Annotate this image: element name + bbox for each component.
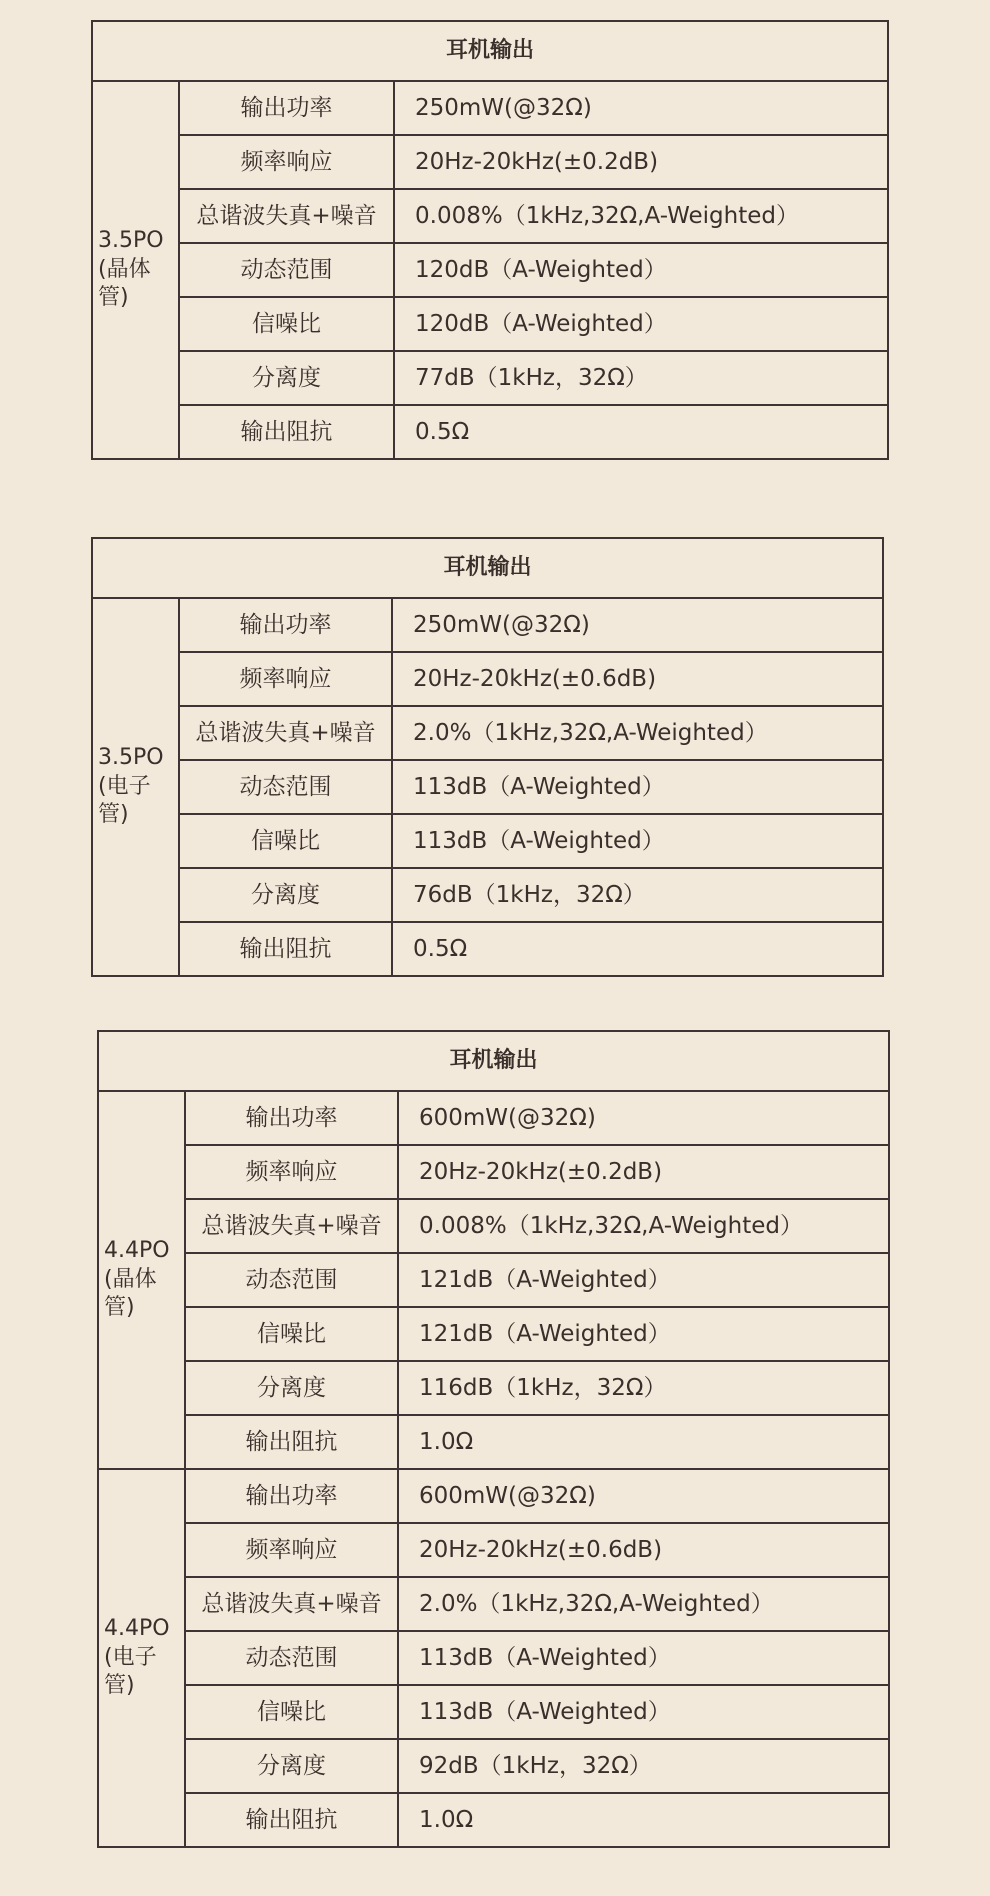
spec-row (92, 297, 888, 351)
spec-row (92, 243, 888, 297)
spec-label: 频率响应 (179, 135, 394, 189)
spec-value: 120dB（A-Weighted） (394, 243, 888, 297)
spec-label: 分离度 (185, 1361, 398, 1415)
spec-row (92, 868, 883, 922)
spec-value: 120dB（A-Weighted） (394, 297, 888, 351)
spec-label: 总谐波失真+噪音 (179, 706, 392, 760)
spec-value: 600mW(@32Ω) (398, 1469, 889, 1523)
spec-value: 0.5Ω (392, 922, 883, 976)
spec-value: 121dB（A-Weighted） (398, 1307, 889, 1361)
table-title: 耳机输出 (92, 538, 883, 598)
spec-row (98, 1307, 889, 1361)
spec-value: 20Hz-20kHz(±0.6dB) (392, 652, 883, 706)
spec-row (92, 652, 883, 706)
spec-row (92, 706, 883, 760)
group-rows (98, 1091, 889, 1469)
spec-row (98, 1361, 889, 1415)
spec-row (98, 1415, 889, 1469)
spec-value: 113dB（A-Weighted） (398, 1631, 889, 1685)
spec-label: 动态范围 (179, 243, 394, 297)
spec-value: 1.0Ω (398, 1793, 889, 1847)
spec-value: 20Hz-20kHz(±0.2dB) (398, 1145, 889, 1199)
spec-table-3-5po-tube (91, 537, 884, 977)
spec-row (98, 1199, 889, 1253)
spec-label: 分离度 (185, 1739, 398, 1793)
spec-label: 频率响应 (179, 652, 392, 706)
spec-table-4-4po (97, 1030, 890, 1848)
spec-label: 频率响应 (185, 1523, 398, 1577)
spec-label: 信噪比 (185, 1685, 398, 1739)
spec-label: 总谐波失真+噪音 (179, 189, 394, 243)
group-rows (92, 598, 883, 976)
spec-value: 77dB（1kHz，32Ω） (394, 351, 888, 405)
output-group-label: 4.4PO (晶体 管) (98, 1091, 185, 1469)
table-title: 耳机输出 (92, 21, 888, 81)
spec-label: 输出功率 (179, 598, 392, 652)
spec-label: 输出阻抗 (179, 922, 392, 976)
spec-row (92, 598, 883, 652)
spec-row (98, 1631, 889, 1685)
spec-value: 20Hz-20kHz(±0.6dB) (398, 1523, 889, 1577)
spec-label: 总谐波失真+噪音 (185, 1199, 398, 1253)
spec-label: 总谐波失真+噪音 (185, 1577, 398, 1631)
spec-value: 76dB（1kHz，32Ω） (392, 868, 883, 922)
spec-value: 20Hz-20kHz(±0.2dB) (394, 135, 888, 189)
spec-table-3-5po-transistor (91, 20, 889, 460)
spec-value: 113dB（A-Weighted） (392, 760, 883, 814)
spec-label: 输出阻抗 (185, 1793, 398, 1847)
spec-label: 信噪比 (179, 297, 394, 351)
spec-label: 动态范围 (179, 760, 392, 814)
spec-value: 113dB（A-Weighted） (398, 1685, 889, 1739)
spec-row (92, 189, 888, 243)
spec-row (92, 760, 883, 814)
table-title: 耳机输出 (98, 1031, 889, 1091)
spec-row (98, 1793, 889, 1847)
spec-value: 121dB（A-Weighted） (398, 1253, 889, 1307)
spec-value: 1.0Ω (398, 1415, 889, 1469)
spec-row (98, 1523, 889, 1577)
spec-label: 分离度 (179, 868, 392, 922)
output-group-label: 4.4PO (电子 管) (98, 1469, 185, 1847)
spec-value: 2.0%（1kHz,32Ω,A-Weighted） (392, 706, 883, 760)
spec-value: 250mW(@32Ω) (392, 598, 883, 652)
spec-row (92, 81, 888, 135)
spec-label: 信噪比 (185, 1307, 398, 1361)
spec-value: 0.008%（1kHz,32Ω,A-Weighted） (394, 189, 888, 243)
spec-label: 分离度 (179, 351, 394, 405)
spec-row (92, 405, 888, 459)
spec-value: 0.008%（1kHz,32Ω,A-Weighted） (398, 1199, 889, 1253)
spec-label: 动态范围 (185, 1631, 398, 1685)
spec-row (92, 351, 888, 405)
spec-label: 动态范围 (185, 1253, 398, 1307)
spec-row (98, 1091, 889, 1145)
spec-row (92, 814, 883, 868)
spec-label: 输出功率 (185, 1091, 398, 1145)
spec-row (98, 1577, 889, 1631)
group-rows (98, 1469, 889, 1847)
spec-value: 113dB（A-Weighted） (392, 814, 883, 868)
spec-value: 0.5Ω (394, 405, 888, 459)
spec-row (92, 135, 888, 189)
spec-row (98, 1145, 889, 1199)
spec-row (98, 1469, 889, 1523)
spec-label: 输出功率 (185, 1469, 398, 1523)
spec-label: 频率响应 (185, 1145, 398, 1199)
spec-value: 250mW(@32Ω) (394, 81, 888, 135)
output-group-label: 3.5PO (电子 管) (92, 598, 179, 976)
spec-row (92, 922, 883, 976)
spec-value: 2.0%（1kHz,32Ω,A-Weighted） (398, 1577, 889, 1631)
spec-label: 输出功率 (179, 81, 394, 135)
spec-label: 信噪比 (179, 814, 392, 868)
spec-value: 600mW(@32Ω) (398, 1091, 889, 1145)
spec-value: 116dB（1kHz，32Ω） (398, 1361, 889, 1415)
output-group-label: 3.5PO (晶体 管) (92, 81, 179, 459)
spec-label: 输出阻抗 (179, 405, 394, 459)
spec-label: 输出阻抗 (185, 1415, 398, 1469)
spec-row (98, 1739, 889, 1793)
spec-value: 92dB（1kHz，32Ω） (398, 1739, 889, 1793)
spec-row (98, 1685, 889, 1739)
spec-row (98, 1253, 889, 1307)
group-rows (92, 81, 888, 459)
